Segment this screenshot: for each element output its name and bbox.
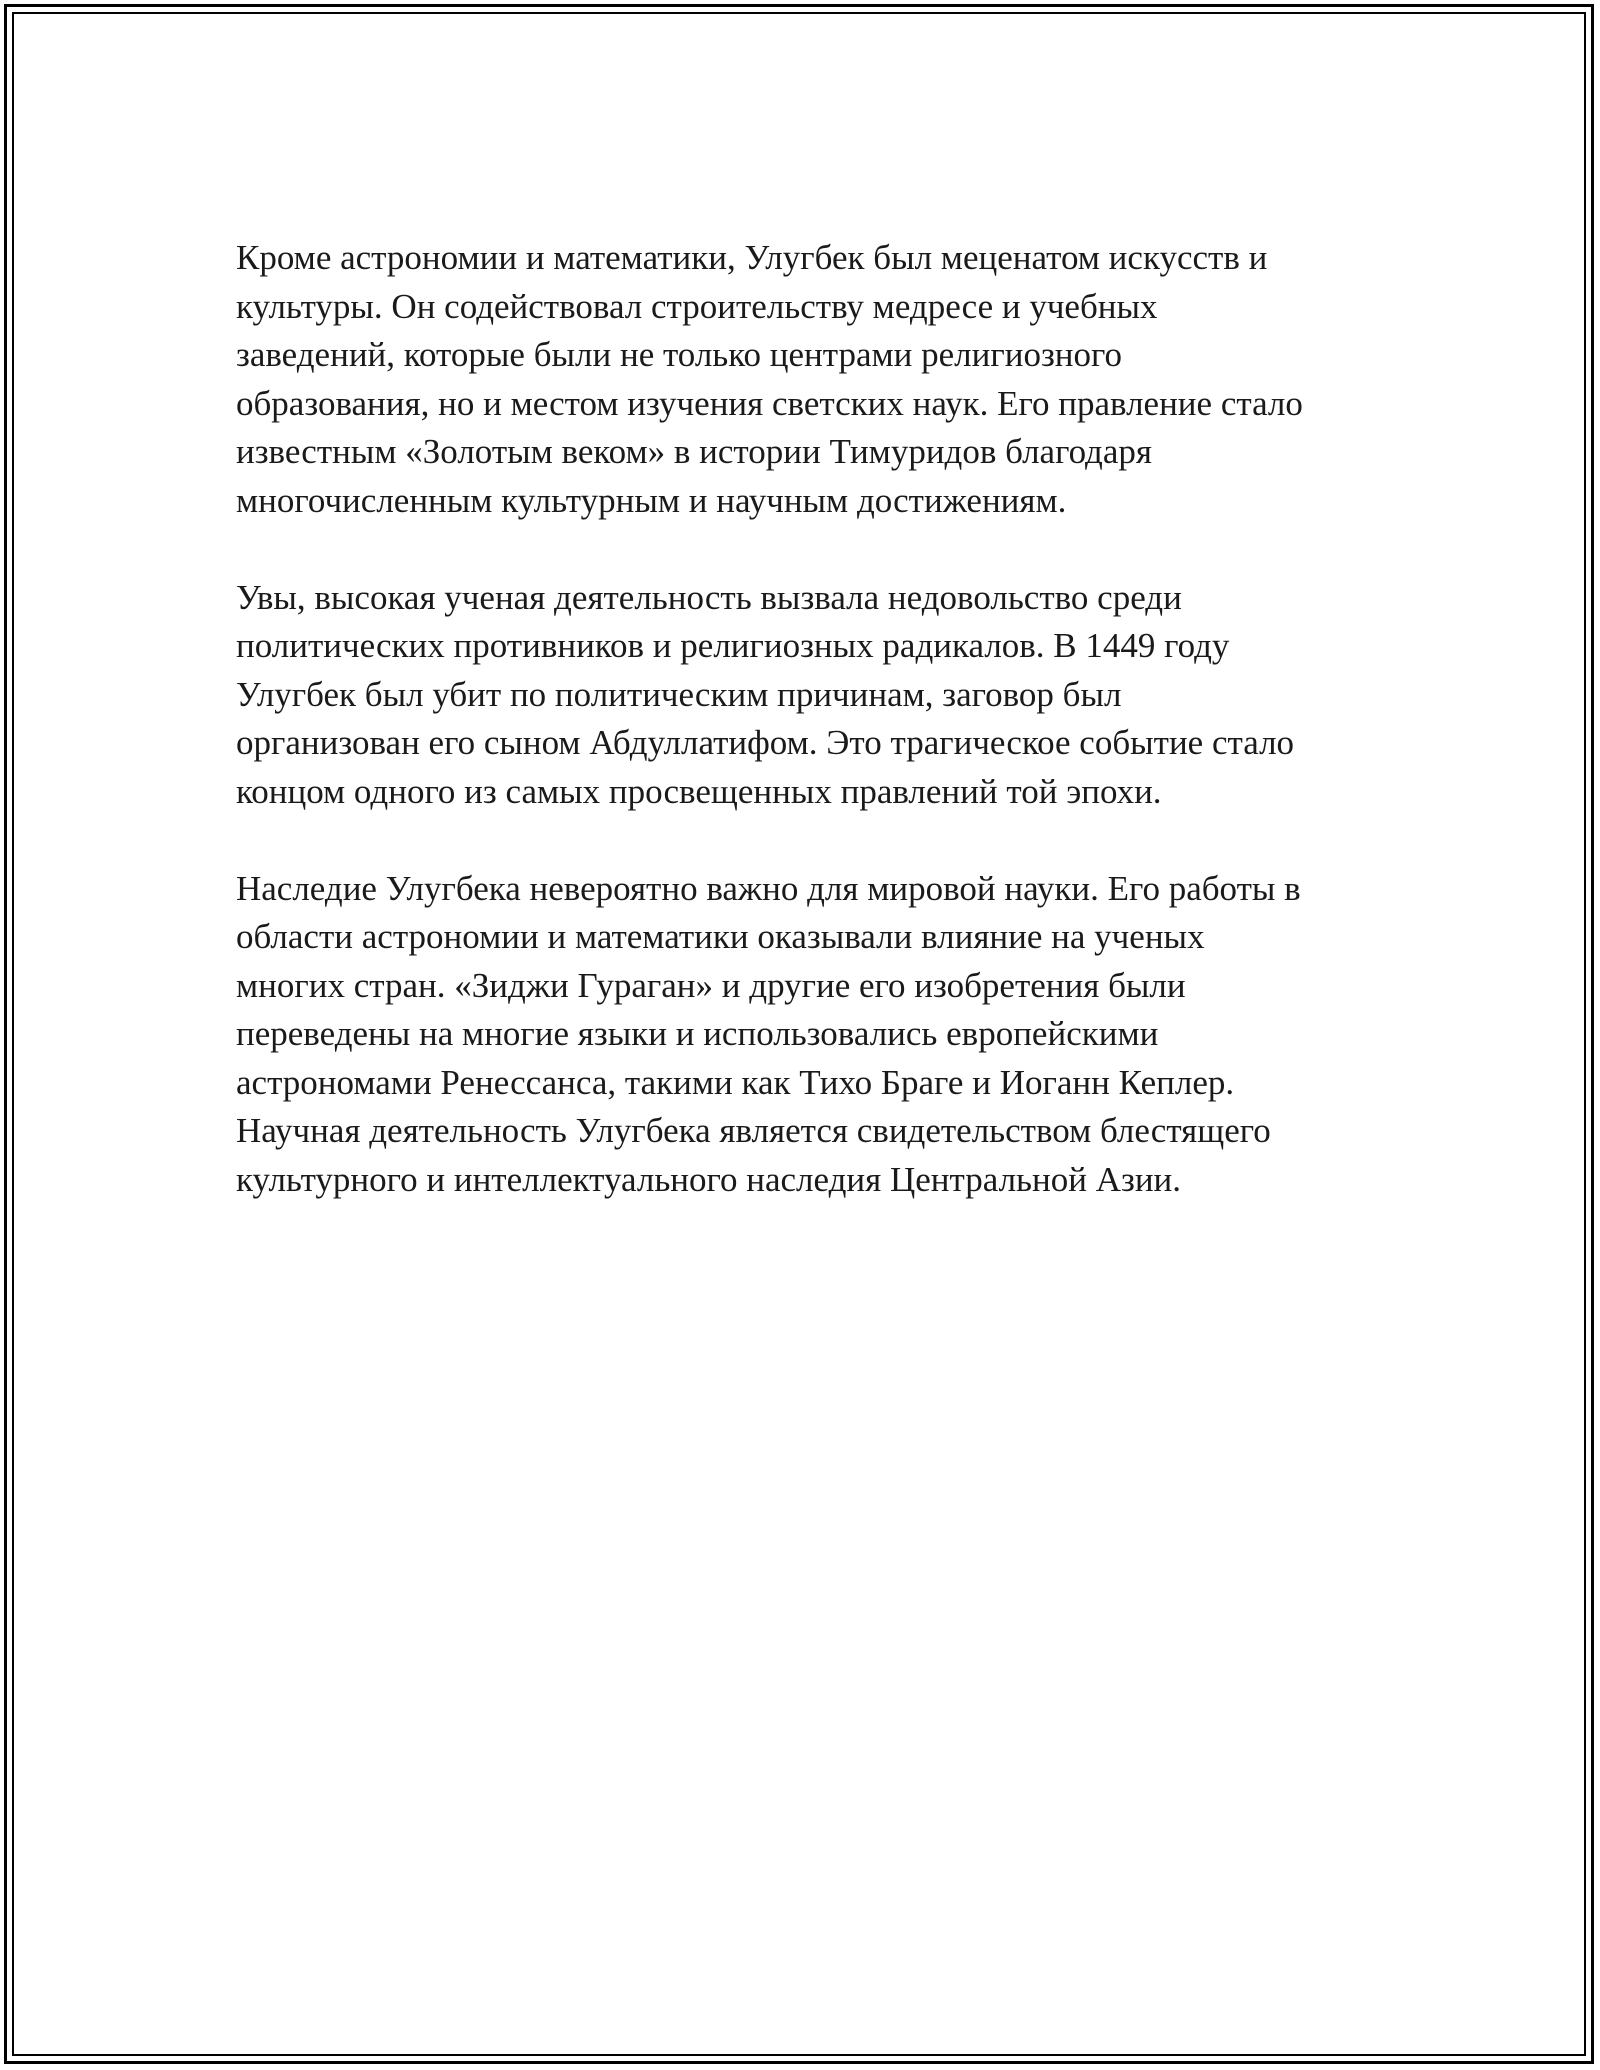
- document-body: [236, 234, 1376, 1253]
- text-line: переведены на многие языки и использовались европейскими: [236, 1014, 1159, 1053]
- text-line: Улугбек был убит по политическим причинам, заговор был: [236, 674, 1122, 714]
- text-line: известным «Золотым веком» в истории Тимуридов благодаря: [236, 432, 1152, 471]
- text-line: области астрономии и математики оказывали влияние на ученых: [236, 917, 1205, 956]
- paragraph-patronage: [236, 234, 1376, 525]
- text-line: организован его сыном Абдуллатифом. Это трагическое событие стало: [236, 723, 1295, 762]
- text-line: астрономами Ренессанса, такими как Тихо Браге и Иоганн Кеплер.: [236, 1062, 1235, 1102]
- text-line: Увы, высокая ученая деятельность вызвала недовольство среди: [236, 577, 1182, 617]
- text-line: Научная деятельность Улугбека является свидетельством блестящего: [236, 1111, 1271, 1150]
- paragraph-death: [236, 574, 1376, 817]
- text-line: политических противников и религиозных радикалов. В 1449 году: [236, 626, 1230, 665]
- text-line: Кроме астрономии и математики, Улугбек был меценатом искусств и: [236, 238, 1268, 277]
- text-line: Наследие Улугбека невероятно важно для мировой науки. Его работы в: [236, 868, 1301, 908]
- text-line: культуры. Он содействовал строительству медресе и учебных: [236, 286, 1158, 326]
- text-line: концом одного из самых просвещенных правлений той эпохи.: [236, 771, 1162, 811]
- text-line: многочисленным культурным и научным достижениям.: [236, 480, 1067, 520]
- text-line: многих стран. «Зиджи Гураган» и другие его изобретения были: [236, 965, 1186, 1005]
- text-line: заведений, которые были не только центрами религиозного: [236, 335, 1122, 374]
- text-line: культурного и интеллектуального наследия Центральной Азии.: [236, 1159, 1182, 1199]
- text-line: образования, но и местом изучения светских наук. Его правление стало: [236, 383, 1303, 423]
- paragraph-legacy: [236, 865, 1376, 1205]
